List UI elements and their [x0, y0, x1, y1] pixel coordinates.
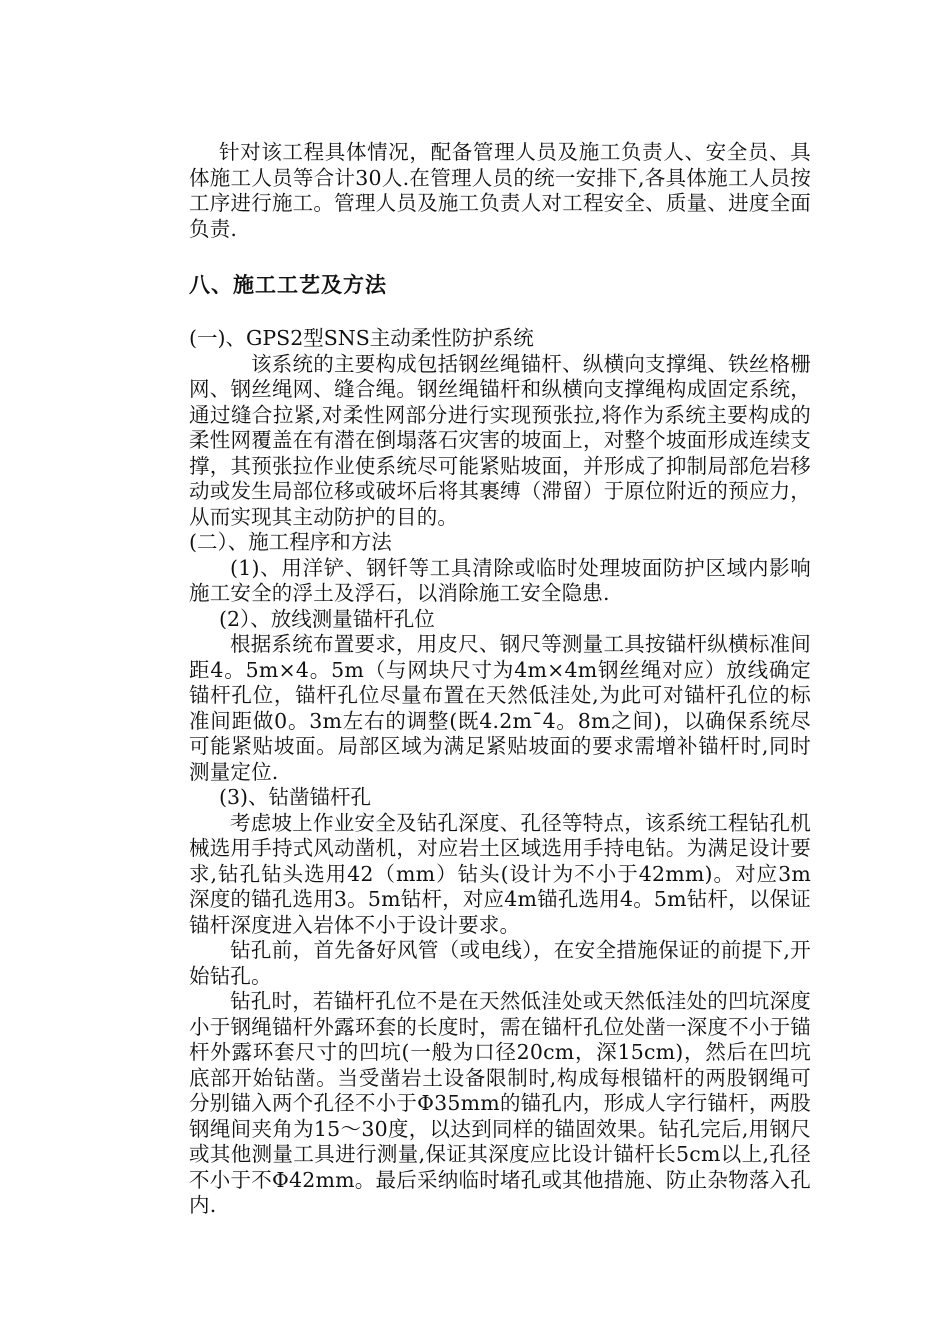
- step-3-paragraph-1: 考虑坡上作业安全及钻孔深度、孔径等特点，该系统工程钻孔机械选用手持式风动凿机，对应岩土区域选用手持电钻。为满足设计要求,钻孔钻头选用42（mm）钻头(设计为不小于42mm)。对应3m深度的锚孔选用3。5m钻杆，对应4m锚孔选用4。5m钻杆，以保证锚杆深度进入岩体不小于设计要求。: [189, 810, 811, 937]
- section-heading: 八、施工工艺及方法: [189, 272, 387, 297]
- document-page: [189, 140, 811, 1219]
- step-1-paragraph: (1)、用洋铲、钢钎等工具清除或临时处理坡面防护区域内影响施工安全的浮土及浮石，以消除施工安全隐患.: [189, 555, 811, 605]
- step-2-title: (2）、放线测量锚杆孔位: [219, 606, 435, 631]
- step-2-paragraph: 根据系统布置要求，用皮尺、钢尺等测量工具按锚杆纵横标准间距4。5m×4。5m（与网块尺寸为4m×4m钢丝绳对应）放线确定锚杆孔位，锚杆孔位尽量布置在天然低洼处,为此可对锚杆孔位的标准间距做0。3m左右的调整(既4.2m¯4。8m之间)，以确保系统尽可能紧贴坡面。局部区域为满足紧贴坡面的要求需增补锚杆时,同时测量定位.: [189, 632, 811, 784]
- step-3-paragraph-2: 钻孔前，首先备好风管（或电线），在安全措施保证的前提下,开始钻孔。: [189, 938, 811, 988]
- subsection-title-1: (一)、GPS2型SNS主动柔性防护系统: [189, 326, 534, 350]
- step-3-paragraph-3: 钻孔时，若锚杆孔位不是在天然低洼处或天然低洼处的凹坑深度小于钢绳锚杆外露环套的长度时，需在锚杆孔位处凿一深度不小于锚杆外露环套尺寸的凹坑(一般为口径20cm，深15cm)，然后在凹坑底部开始钻凿。当受凿岩土设备限制时,构成每根锚杆的两股钢绳可分别锚入两个孔径不小于Φ35mm的锚孔内，形成人字行锚杆，两股钢绳间夹角为15～30度，以达到同样的锚固效果。钻孔完后,用钢尺或其他测量工具进行测量,保证其深度应比设计锚杆长5cm以上,孔径不小于不Φ42mm。最后采纳临时堵孔或其他措施、防止杂物落入孔内.: [189, 989, 811, 1217]
- intro-paragraph: 针对该工程具体情况，配备管理人员及施工负责人、安全员、具体施工人员等合计30人.在管理人员的统一安排下,各具体施工人员按工序进行施工。管理人员及施工负责人对工程安全、质量、进度全面负责.: [189, 140, 811, 241]
- subsection-body-1: 该系统的主要构成包括钢丝绳锚杆、纵横向支撑绳、铁丝格栅网、钢丝绳网、缝合绳。钢丝绳锚杆和纵横向支撑绳构成固定系统，通过缝合拉紧,对柔性网部分进行实现预张拉,将作为系统主要构成的柔性网覆盖在有潜在倒塌落石灾害的坡面上，对整个坡面形成连续支撑，其预张拉作业使系统尽可能紧贴坡面，并形成了抑制局部危岩移动或发生局部位移或破坏后将其裹缚（滞留）于原位附近的预应力，从而实现其主动防护的目的。: [189, 351, 811, 529]
- subsection-title-2: (二）、施工程序和方法: [189, 530, 392, 554]
- step-3-title: (3)、钻凿锚杆孔: [219, 785, 372, 809]
